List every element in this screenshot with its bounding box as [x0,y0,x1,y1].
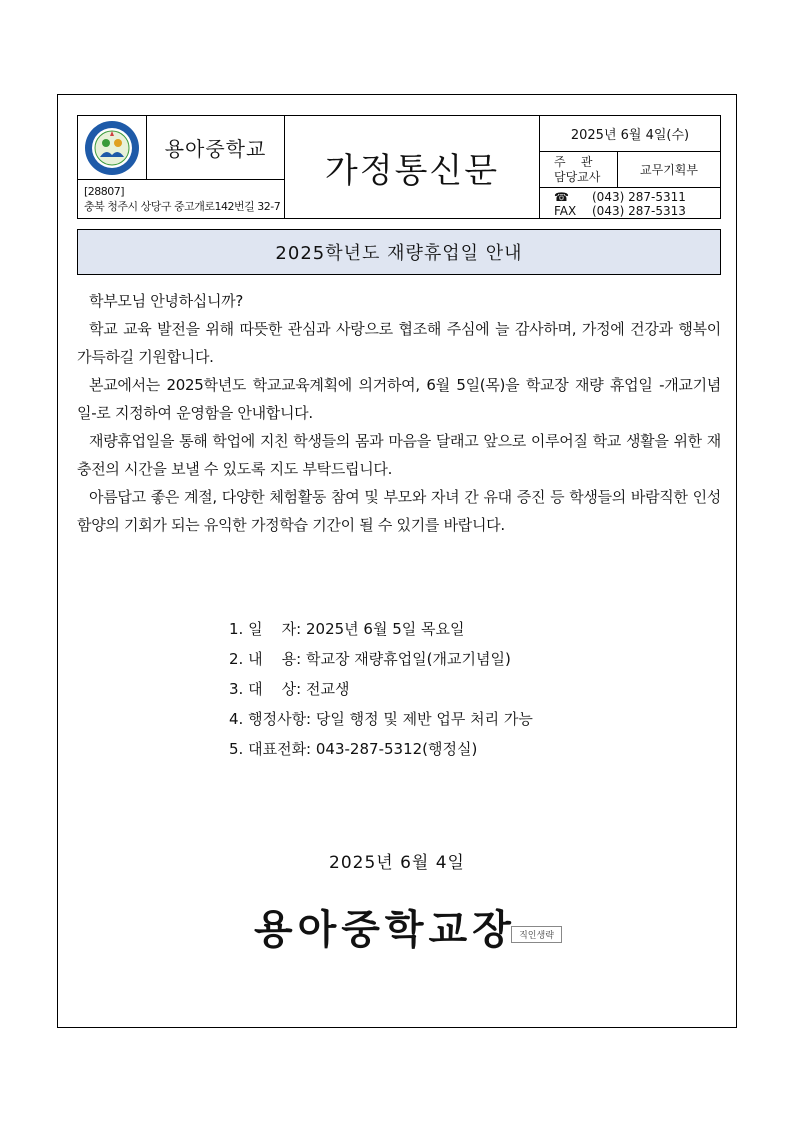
contact-info [539,187,721,219]
details-list [229,614,709,764]
item-value: 학교장 재량휴업일(개교기념일) [305,650,511,668]
item-number: 1. [229,620,244,638]
list-item [229,674,709,704]
list-item [229,614,709,644]
subject-title: 2025학년도 재량휴업일 안내 [77,229,721,275]
item-value: 당일 행정 및 제반 업무 처리 가능 [315,710,533,728]
item-value: 전교생 [305,680,350,698]
item-label: 대표전화: [248,740,312,758]
seal-omitted-note: 직인생략 [511,926,562,943]
dept-label [539,151,618,188]
letter-body [77,287,721,539]
item-number: 4. [229,710,244,728]
paragraph: 본교에서는 2025학년도 학교교육계획에 의거하여, 6월 5일(목)을 학교장 재량 휴업일 -개교기념일-로 지정하여 운영함을 안내합니다. [77,376,721,422]
item-value: 043-287-5312(행정실) [315,740,478,758]
school-name: 용아중학교 [146,115,285,180]
school-address [77,179,285,219]
school-emblem-icon [83,119,141,177]
item-label: 행정사항: [248,710,312,728]
list-item [229,644,709,674]
list-item [229,734,709,764]
item-number: 3. [229,680,244,698]
paragraph: 아름답고 좋은 계절, 다양한 체험활동 참여 및 부모와 자녀 간 유대 증진 등 학생들의 바람직한 인성 함양의 기회가 되는 유익한 가정학습 기간이 될 수 있기를 바랍니다. [77,488,721,534]
list-item [229,704,709,734]
tel-row [554,190,720,204]
dept-value: 교무기획부 [617,151,721,188]
fax-number: (043) 287-5313 [592,204,686,218]
item-label: 내 용: [248,650,302,668]
signer-name: 용아중학교장 [254,907,516,953]
paragraph: 학부모님 안녕하십니까? [89,292,244,310]
item-value: 2025년 6월 5일 목요일 [305,620,465,638]
dept-label-line2: 담당교사 [554,170,601,184]
address-line: 충북 청주시 상당구 중고개로142번길 32-7 [84,200,281,213]
fax-row [554,204,720,218]
fax-label: FAX [554,204,577,218]
document-title: 가정통신문 [284,115,540,219]
school-logo-cell [77,115,147,180]
dept-label-line1: 주 관 [554,155,593,169]
postal-code: [28807] [84,185,125,198]
item-label: 일 자: [248,620,302,638]
issue-date: 2025년 6월 4일 [329,853,465,873]
header-date: 2025년 6월 4일(수) [539,115,721,152]
tel-number: (043) 287-5311 [592,190,686,204]
item-number: 5. [229,740,244,758]
item-number: 2. [229,650,244,668]
paragraph: 학교 교육 발전을 위해 따뜻한 관심과 사랑으로 협조해 주심에 늘 감사하며, 가정에 건강과 행복이 가득하길 기원합니다. [77,320,721,366]
item-label: 대 상: [248,680,302,698]
paragraph: 재량휴업일을 통해 학업에 지친 학생들의 몸과 마음을 달래고 앞으로 이루어질 학교 생활을 위한 재충전의 시간을 보낼 수 있도록 지도 부탁드립니다. [77,432,721,478]
phone-icon: ☎ [554,190,569,204]
